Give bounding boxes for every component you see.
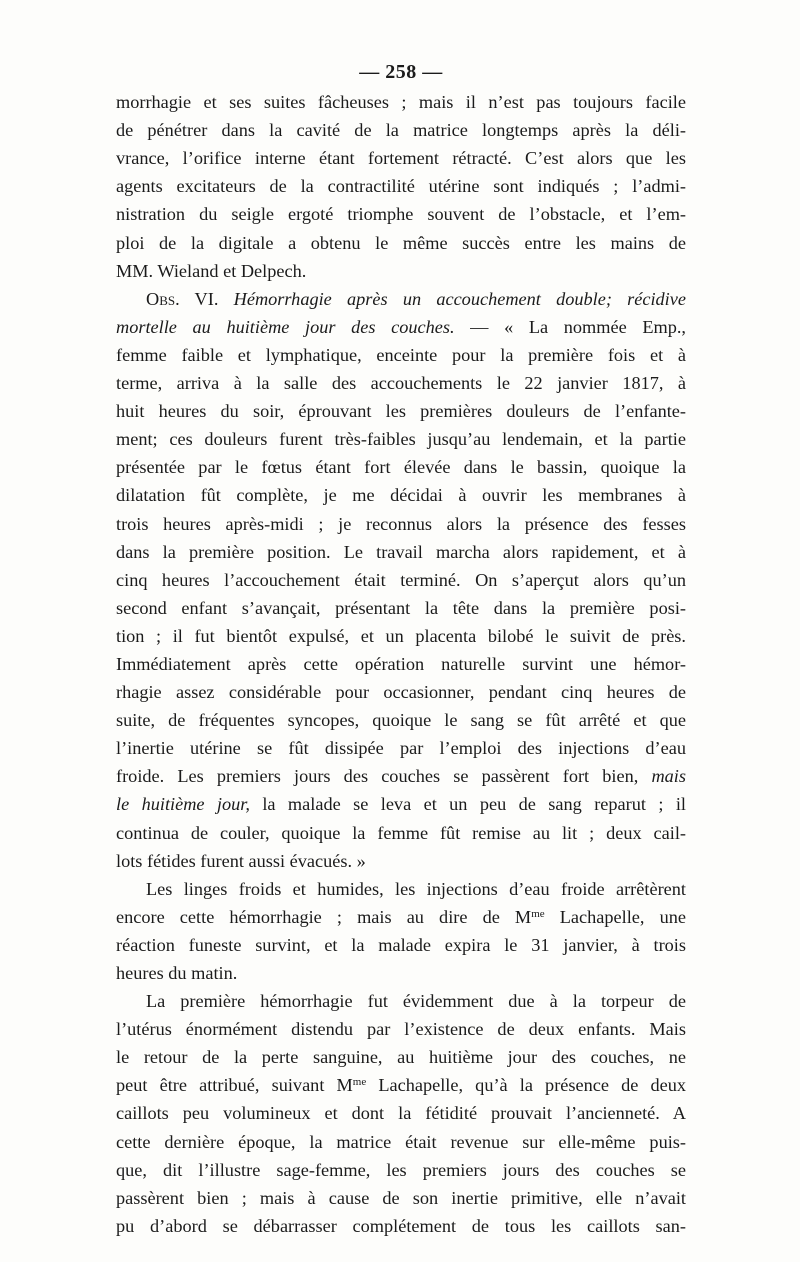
text-segment: Les linges froids et humides, les injections d’eau froide arrêtèrent xyxy=(146,878,686,899)
text-segment: cinq heures l’accouchement était terminé. On s’aperçut alors qu’un xyxy=(116,569,686,590)
text-segment: Lachapelle, qu’à la présence de deux xyxy=(366,1075,687,1096)
text-line xyxy=(116,790,686,818)
text-line xyxy=(116,594,686,622)
text-line xyxy=(116,341,686,369)
text-segment: tion ; il fut bientôt expulsé, et un placenta bilobé le suivit de près. xyxy=(116,625,686,646)
text-segment: que, dit l’illustre sage-femme, les premiers jours des couches se xyxy=(116,1159,686,1180)
text-segment: froide. Les premiers jours des couches se passèrent fort bien, xyxy=(116,766,652,787)
text-segment: MM. Wieland et Delpech. xyxy=(116,260,307,281)
text-segment: Obs xyxy=(146,288,176,309)
text-segment: femme faible et lymphatique, enceinte pour la première fois et à xyxy=(116,344,686,365)
text-segment: La première hémorrhagie fut évidemment due à la torpeur de xyxy=(146,991,686,1012)
text-line xyxy=(116,622,686,650)
text-segment: me xyxy=(352,1076,367,1089)
text-line xyxy=(116,229,686,257)
text-line xyxy=(116,1015,686,1043)
text-segment: terme, arriva à la salle des accouchements le 22 janvier 1817, à xyxy=(116,373,686,394)
text-line xyxy=(116,453,686,481)
text-segment: Lachapelle, une xyxy=(544,906,686,927)
text-segment: trois heures après-midi ; je reconnus alors la présence des fesses xyxy=(116,513,686,534)
text-segment: heures du matin. xyxy=(116,963,238,983)
text-line xyxy=(116,706,686,734)
text-line xyxy=(116,481,686,509)
text-line xyxy=(116,1184,686,1212)
page-number: — 258 — xyxy=(359,61,443,83)
text-line xyxy=(116,1043,686,1071)
text-segment: ploi de la digitale a obtenu le même succès entre les mains de xyxy=(116,232,686,253)
text-line xyxy=(116,847,686,875)
text-segment: second enfant s’avançait, présentant la tête dans la première posi- xyxy=(116,597,686,618)
text-segment: réaction funeste survint, et la malade expira le 31 janvier, à trois xyxy=(116,934,686,955)
text-line xyxy=(116,397,686,425)
text-line xyxy=(116,903,686,931)
text-segment: me xyxy=(531,907,545,920)
text-segment: continua de couler, quoique la femme fût remise au lit ; deux cail- xyxy=(116,822,686,843)
text-line xyxy=(116,369,686,397)
text-line xyxy=(116,425,686,453)
body-text xyxy=(116,88,686,1240)
text-line xyxy=(116,88,686,116)
text-segment: vrance, l’orifice interne étant fortement rétracté. C’est alors que les xyxy=(116,148,686,169)
text-line xyxy=(116,172,686,200)
text-segment: présentée par le fœtus étant fort élevée dans le bassin, quoique la xyxy=(116,457,686,478)
text-segment: cette dernière époque, la matrice était revenue sur elle-même puis- xyxy=(116,1131,686,1152)
text-segment: ment; ces douleurs furent très-faibles jusqu’au lendemain, et la partie xyxy=(116,429,686,450)
text-line xyxy=(116,1128,686,1156)
text-segment: l’inertie utérine se fût dissipée par l’emploi des injections d’eau xyxy=(116,738,686,759)
text-segment: dilatation fût complète, je me décidai à ouvrir les membranes à xyxy=(116,485,686,506)
text-segment: de pénétrer dans la cavité de la matrice longtemps après la déli- xyxy=(116,120,686,141)
text-line xyxy=(116,1156,686,1184)
text-segment: encore cette hémorrhagie ; mais au dire de M xyxy=(116,906,532,927)
text-line xyxy=(116,819,686,847)
text-segment: mortelle au huitième jour des couches. xyxy=(116,316,455,337)
text-segment: suite, de fréquentes syncopes, quoique le sang se fût arrêté et que xyxy=(116,710,686,731)
text-line xyxy=(116,762,686,790)
text-line xyxy=(116,116,686,144)
text-line xyxy=(116,959,686,987)
text-segment: huit heures du soir, éprouvant les premières douleurs de l’enfante- xyxy=(116,401,686,422)
text-line xyxy=(116,734,686,762)
text-segment: nistration du seigle ergoté triomphe souvent de l’obstacle, et l’em- xyxy=(116,204,686,225)
text-line xyxy=(116,678,686,706)
text-line xyxy=(116,257,686,285)
text-line xyxy=(116,200,686,228)
text-line xyxy=(116,875,686,903)
text-segment: agents excitateurs de la contractilité utérine sont indiqués ; l’admi- xyxy=(116,176,686,197)
text-segment: Immédiatement après cette opération naturelle survint une hémor- xyxy=(116,653,686,674)
text-segment: l’utérus énormément distendu par l’existence de deux enfants. Mais xyxy=(116,1019,686,1040)
text-line xyxy=(116,1071,686,1099)
text-segment: pu d’abord se débarrasser complétement de tous les caillots san- xyxy=(116,1215,686,1236)
text-segment: . VI. xyxy=(175,288,234,309)
text-segment: morrhagie et ses suites fâcheuses ; mais il n’est pas toujours facile xyxy=(116,92,686,113)
text-line xyxy=(116,566,686,594)
text-line xyxy=(116,931,686,959)
text-segment: la malade se leva et un peu de sang reparut ; il xyxy=(249,794,686,815)
text-line xyxy=(116,144,686,172)
text-line xyxy=(116,1099,686,1127)
text-line xyxy=(116,1212,686,1240)
text-segment: peut être attribué, suivant M xyxy=(116,1075,353,1096)
text-segment: Hémorrhagie après un accouchement double; récidive xyxy=(233,288,686,309)
text-line xyxy=(116,650,686,678)
text-segment: caillots peu volumineux et dont la fétidité prouvait l’ancienneté. A xyxy=(116,1103,686,1124)
text-segment: mais xyxy=(651,766,686,787)
page-text-block xyxy=(116,58,686,1240)
text-segment: — « La nommée Emp., xyxy=(454,316,686,337)
text-line xyxy=(116,285,686,313)
text-segment: dans la première position. Le travail marcha alors rapidement, et à xyxy=(116,541,686,562)
text-segment: le huitième jour, xyxy=(116,794,250,815)
text-line xyxy=(116,538,686,566)
text-line xyxy=(116,313,686,341)
text-segment: lots fétides furent aussi évacués. » xyxy=(116,850,366,871)
text-line xyxy=(116,510,686,538)
text-line xyxy=(116,987,686,1015)
text-segment: rhagie assez considérable pour occasionner, pendant cinq heures de xyxy=(116,682,686,703)
text-segment: le retour de la perte sanguine, au huitième jour des couches, ne xyxy=(116,1047,686,1068)
text-segment: passèrent bien ; mais à cause de son inertie primitive, elle n’avait xyxy=(116,1187,686,1208)
